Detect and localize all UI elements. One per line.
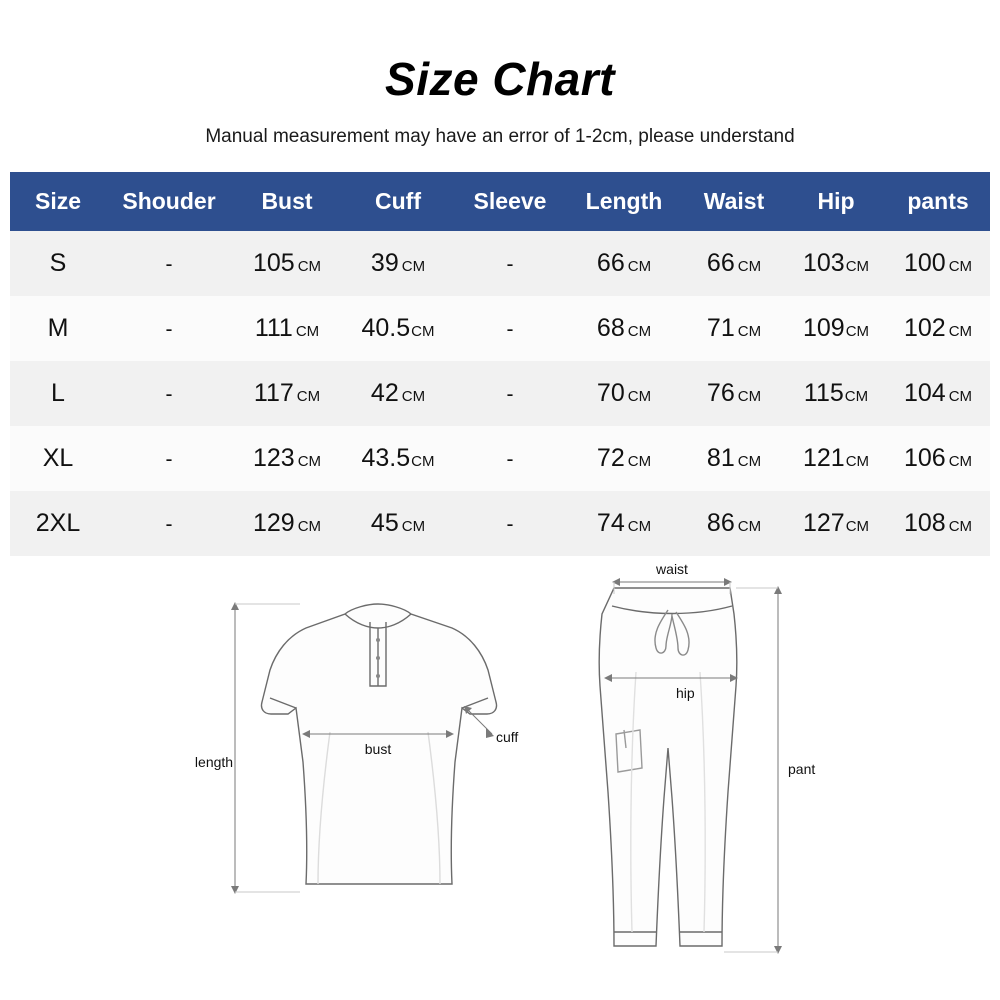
cell-length-value: 72: [596, 444, 625, 472]
cell-length: [566, 361, 682, 426]
cell-size: XL: [10, 426, 106, 491]
cell-waist: [682, 361, 786, 426]
cell-hip: [786, 296, 886, 361]
cell-size: 2XL: [10, 491, 106, 556]
unit-label: CM: [845, 453, 870, 470]
cell-shouder-value: -: [165, 448, 173, 471]
unit-label: CM: [737, 453, 762, 470]
cell-pants: [886, 361, 990, 426]
cell-bust: [232, 426, 342, 491]
unit-label: CM: [411, 453, 435, 470]
column-header-sleeve: Sleeve: [454, 172, 566, 231]
cell-pants-value: 100: [903, 249, 946, 277]
label-cuff: cuff: [496, 729, 519, 745]
cell-waist: [682, 296, 786, 361]
cell-cuff-value: 40.5: [361, 314, 411, 342]
unit-label: CM: [297, 518, 322, 535]
cell-sleeve-value: -: [506, 318, 514, 341]
cell-hip-value: 109: [802, 314, 845, 342]
cell-shouder: [106, 491, 232, 556]
column-header-shouder: Shouder: [106, 172, 232, 231]
cell-waist-value: 86: [706, 509, 735, 537]
column-header-waist: Waist: [682, 172, 786, 231]
cell-pants: [886, 426, 990, 491]
cell-bust: [232, 361, 342, 426]
cell-length-value: 66: [596, 249, 625, 277]
label-bust: bust: [364, 741, 392, 757]
unit-label: CM: [627, 258, 652, 275]
cell-pants: [886, 296, 990, 361]
cell-cuff: [342, 231, 454, 296]
cell-sleeve: [454, 491, 566, 556]
cell-pants-value: 106: [903, 444, 946, 472]
unit-label: CM: [297, 453, 322, 470]
cell-bust-value: 129: [252, 509, 295, 537]
cell-size: L: [10, 361, 106, 426]
column-header-hip: Hip: [786, 172, 886, 231]
cell-size: S: [10, 231, 106, 296]
cell-waist: [682, 491, 786, 556]
unit-label: CM: [845, 323, 870, 340]
unit-label: CM: [627, 388, 652, 405]
measurement-illustrations: [0, 562, 1000, 992]
unit-label: CM: [737, 518, 762, 535]
unit-label: CM: [948, 323, 973, 340]
table-header-row: [10, 172, 990, 231]
cell-shouder: [106, 361, 232, 426]
unit-label: CM: [948, 453, 973, 470]
unit-label: CM: [627, 453, 652, 470]
cell-sleeve-value: -: [506, 513, 514, 536]
column-header-cuff: Cuff: [342, 172, 454, 231]
cell-bust-value: 105: [252, 249, 295, 277]
cell-pants-value: 104: [903, 379, 946, 407]
cell-length-value: 70: [596, 379, 625, 407]
cell-hip-value: 121: [802, 444, 845, 472]
cell-hip: [786, 426, 886, 491]
cell-length-value: 68: [596, 314, 625, 342]
cell-waist-value: 76: [706, 379, 735, 407]
cell-cuff: [342, 296, 454, 361]
cell-hip-value: 103: [802, 249, 845, 277]
cell-length: [566, 231, 682, 296]
column-header-length: Length: [566, 172, 682, 231]
cell-pants-value: 108: [903, 509, 946, 537]
cell-sleeve: [454, 361, 566, 426]
cell-bust-value: 111: [254, 314, 293, 342]
unit-label: CM: [845, 258, 870, 275]
cell-cuff-value: 39: [370, 249, 399, 277]
unit-label: CM: [737, 323, 762, 340]
cell-bust: [232, 491, 342, 556]
unit-label: CM: [627, 518, 652, 535]
cell-shouder-value: -: [165, 253, 173, 276]
cell-waist-value: 81: [706, 444, 735, 472]
cell-hip-value: 127: [802, 509, 845, 537]
cell-length: [566, 296, 682, 361]
cell-waist: [682, 426, 786, 491]
unit-label: CM: [844, 388, 869, 405]
cell-cuff: [342, 491, 454, 556]
unit-label: CM: [627, 323, 652, 340]
unit-label: CM: [297, 258, 322, 275]
table-row: [10, 296, 990, 361]
pants-garment-diagram: [599, 588, 737, 946]
cell-cuff-value: 42: [370, 379, 399, 407]
cell-cuff-value: 45: [370, 509, 399, 537]
unit-label: CM: [401, 258, 426, 275]
column-header-size: Size: [10, 172, 106, 231]
table-row: [10, 361, 990, 426]
cell-hip-value: 115: [803, 379, 844, 407]
cell-hip: [786, 231, 886, 296]
page-subtitle: Manual measurement may have an error of 1-2cm, please understand: [205, 126, 795, 147]
cell-size: M: [10, 296, 106, 361]
cell-bust: [232, 231, 342, 296]
cell-sleeve: [454, 426, 566, 491]
cell-length: [566, 491, 682, 556]
unit-label: CM: [845, 518, 870, 535]
cell-bust: [232, 296, 342, 361]
unit-label: CM: [737, 388, 762, 405]
cell-waist-value: 66: [706, 249, 735, 277]
unit-label: CM: [401, 388, 426, 405]
cell-shouder: [106, 426, 232, 491]
cell-shouder: [106, 296, 232, 361]
cell-cuff-value: 43.5: [361, 444, 411, 472]
cell-waist: [682, 231, 786, 296]
cell-bust-value: 123: [252, 444, 295, 472]
label-hip: hip: [676, 685, 695, 701]
unit-label: CM: [737, 258, 762, 275]
cell-hip: [786, 361, 886, 426]
cell-waist-value: 71: [706, 314, 735, 342]
size-table: [10, 172, 990, 556]
table-row: [10, 426, 990, 491]
table-header: [10, 172, 990, 231]
table-row: [10, 231, 990, 296]
cell-sleeve-value: -: [506, 448, 514, 471]
cell-shouder-value: -: [165, 383, 173, 406]
cell-cuff: [342, 426, 454, 491]
column-header-bust: Bust: [232, 172, 342, 231]
cell-length: [566, 426, 682, 491]
unit-label: CM: [401, 518, 426, 535]
cell-hip: [786, 491, 886, 556]
unit-label: CM: [948, 388, 973, 405]
cell-pants-value: 102: [903, 314, 946, 342]
unit-label: CM: [948, 518, 973, 535]
unit-label: CM: [411, 323, 435, 340]
label-pant: pant: [788, 761, 816, 777]
cell-shouder: [106, 231, 232, 296]
cell-sleeve-value: -: [506, 383, 514, 406]
unit-label: CM: [948, 258, 973, 275]
page-title: Size Chart: [385, 53, 615, 105]
cell-shouder-value: -: [165, 318, 173, 341]
label-waist: waist: [656, 562, 688, 577]
table-body: [10, 231, 990, 556]
cell-shouder-value: -: [165, 513, 173, 536]
cell-cuff: [342, 361, 454, 426]
cell-sleeve: [454, 231, 566, 296]
cell-pants: [886, 231, 990, 296]
unit-label: CM: [295, 323, 320, 340]
column-header-pants: pants: [886, 172, 990, 231]
label-length: length: [194, 754, 234, 770]
cell-sleeve: [454, 296, 566, 361]
cell-sleeve-value: -: [506, 253, 514, 276]
cell-length-value: 74: [596, 509, 625, 537]
unit-label: CM: [296, 388, 321, 405]
cell-bust-value: 117: [253, 379, 294, 407]
table-row: [10, 491, 990, 556]
cell-pants: [886, 491, 990, 556]
